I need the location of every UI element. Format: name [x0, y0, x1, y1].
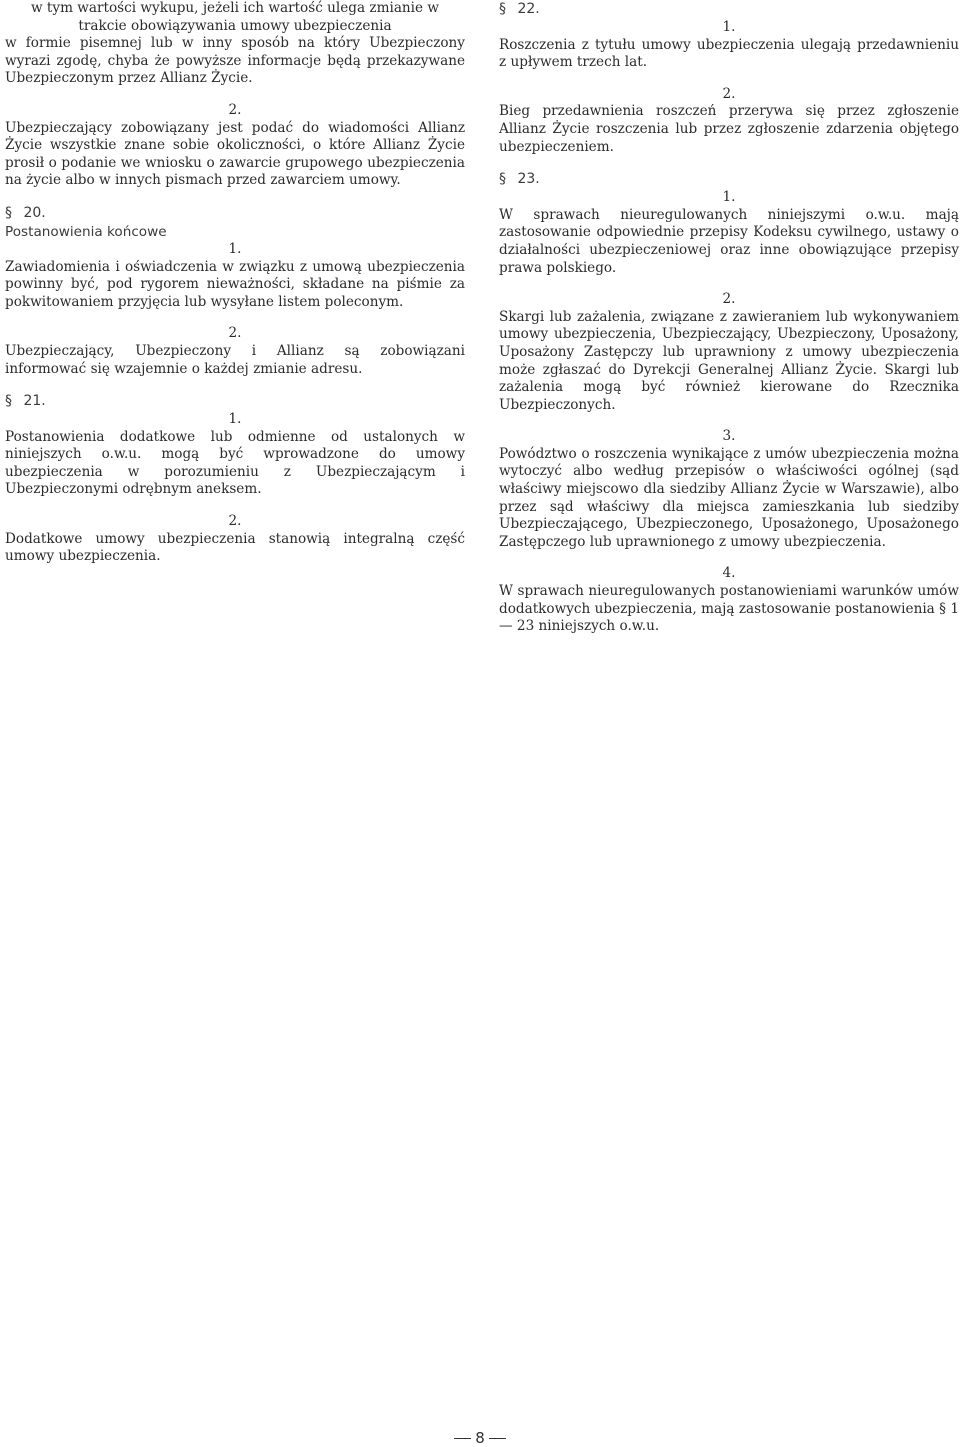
page-number	[0, 1429, 960, 1447]
intro-point-number-2: 2.	[228, 101, 242, 118]
section-21-point-number-1: 1.	[228, 411, 242, 428]
section-23-point-number-3: 3.	[722, 428, 736, 445]
right-column	[499, 0, 959, 636]
section-20-title: Postanowienia końcowe	[5, 223, 167, 240]
section-symbol: §	[499, 171, 506, 188]
section-22-point-number-2: 2.	[722, 85, 736, 102]
section-21-paragraph-2: Dodatkowe umowy ubezpieczenia stanowią integralną część umowy ubezpieczenia.	[5, 530, 465, 565]
left-column	[5, 0, 465, 566]
section-21-heading	[5, 392, 465, 411]
intro-paragraph-2: Ubezpieczający zobowiązany jest podać do wiadomości Allianz Życie wszystkie znane sobie okoliczności, o które Allianz Życie prosił o podanie we wniosku o zawarcie grupowego ubezpieczenia na życie albo w innych pismach przed zawarciem umowy.	[5, 119, 465, 189]
section-23-paragraph-1: W sprawach nieuregulowanych niniejszymi o.w.u. mają zastosowanie odpowiednie przepisy Kodeksu cywilnego, ustawy o działalności ubezpieczeniowej oraz inne obowiązujące przepisy prawa polskiego.	[499, 206, 959, 276]
section-number: 22.	[517, 1, 540, 17]
section-number: 23.	[517, 171, 540, 188]
section-22-heading	[499, 0, 959, 19]
page-number-dash	[489, 1438, 506, 1439]
section-23-paragraph-2: Skargi lub zażalenia, związane z zawieraniem lub wykonywaniem umowy ubezpieczenia, Ubezpieczający, Ubezpieczony, Uposażony, Uposażony Zastępczy lub uprawniony z umowy ubezpieczenia może zgłaszać do Dyrekcji Generalnej Allianz Życie. Skargi lub zażalenia mogą być również kierowane do Rzecznika Ubezpieczonych.	[499, 308, 959, 413]
section-number: 20.	[23, 204, 46, 221]
section-20-point-number-2: 2.	[228, 325, 242, 342]
intro-line-2: w formie pisemnej lub w inny sposób na który Ubezpieczony wyrazi zgodę, chyba że powyższe informacje będą przekazywane Ubezpieczonym przez Allianz Życie.	[5, 35, 465, 87]
section-20-paragraph-2: Ubezpieczający, Ubezpieczony i Allianz są zobowiązani informować się wzajemnie o każdej zmianie adresu.	[5, 342, 465, 377]
section-23-paragraph-4: W sprawach nieuregulowanych postanowieniami warunków umów dodatkowych ubezpieczenia, mają zastosowanie postanowienia § 1 — 23 niniejszych o.w.u.	[499, 583, 959, 635]
page-number-dash	[454, 1438, 471, 1439]
section-23-point-number-2: 2.	[722, 291, 736, 308]
section-number: 21.	[23, 393, 46, 410]
page-number-value: 8	[475, 1429, 485, 1447]
section-23-heading	[499, 170, 959, 189]
section-23-point-number-1: 1.	[722, 189, 736, 206]
section-22-paragraph-2: Bieg przedawnienia roszczeń przerywa się przez zgłoszenie Allianz Życie roszczenia lub przez zgłoszenie zdarzenia objętego ubezpieczeniem.	[499, 103, 959, 155]
section-20-point-number-1: 1.	[228, 240, 242, 257]
section-21-point-number-2: 2.	[228, 513, 242, 530]
section-23-paragraph-3: Powództwo o roszczenia wynikające z umów ubezpieczenia można wytoczyć albo według przepisów o właściwości ogólnej (sąd właściwy miejscowo dla siedziby Allianz Życie w Warszawie), albo przez sąd właściwy dla miejsca zamieszkania lub siedziby Ubezpieczającego, Ubezpieczonego, Uposażonego, Uposażonego Zastępczego lub uprawnionego z umowy ubezpieczenia.	[499, 445, 959, 550]
section-symbol: §	[499, 1, 506, 17]
section-symbol: §	[5, 204, 12, 221]
section-23-point-number-4: 4.	[722, 565, 736, 582]
section-symbol: §	[5, 393, 12, 410]
section-20-heading	[5, 204, 465, 223]
section-20-paragraph-1: Zawiadomienia i oświadczenia w związku z umową ubezpieczenia powinny być, pod rygorem nieważności, składane na piśmie za pokwitowaniem przyjęcia lub wysyłane listem poleconym.	[5, 258, 465, 310]
section-21-paragraph-1: Postanowienia dodatkowe lub odmienne od ustalonych w niniejszych o.w.u. mogą być wprowadzone do umowy ubezpieczenia w porozumieniu z Ubezpieczającym i Ubezpieczonymi odrębnym aneksem.	[5, 428, 465, 498]
section-22-point-number-1: 1.	[722, 19, 736, 35]
intro-line-1: w tym wartości wykupu, jeżeli ich wartość ulega zmianie w trakcie obowiązywania umowy ubezpieczenia	[30, 0, 440, 34]
section-22-paragraph-1: Roszczenia z tytułu umowy ubezpieczenia ulegają przedawnieniu z upływem trzech lat.	[499, 36, 959, 71]
